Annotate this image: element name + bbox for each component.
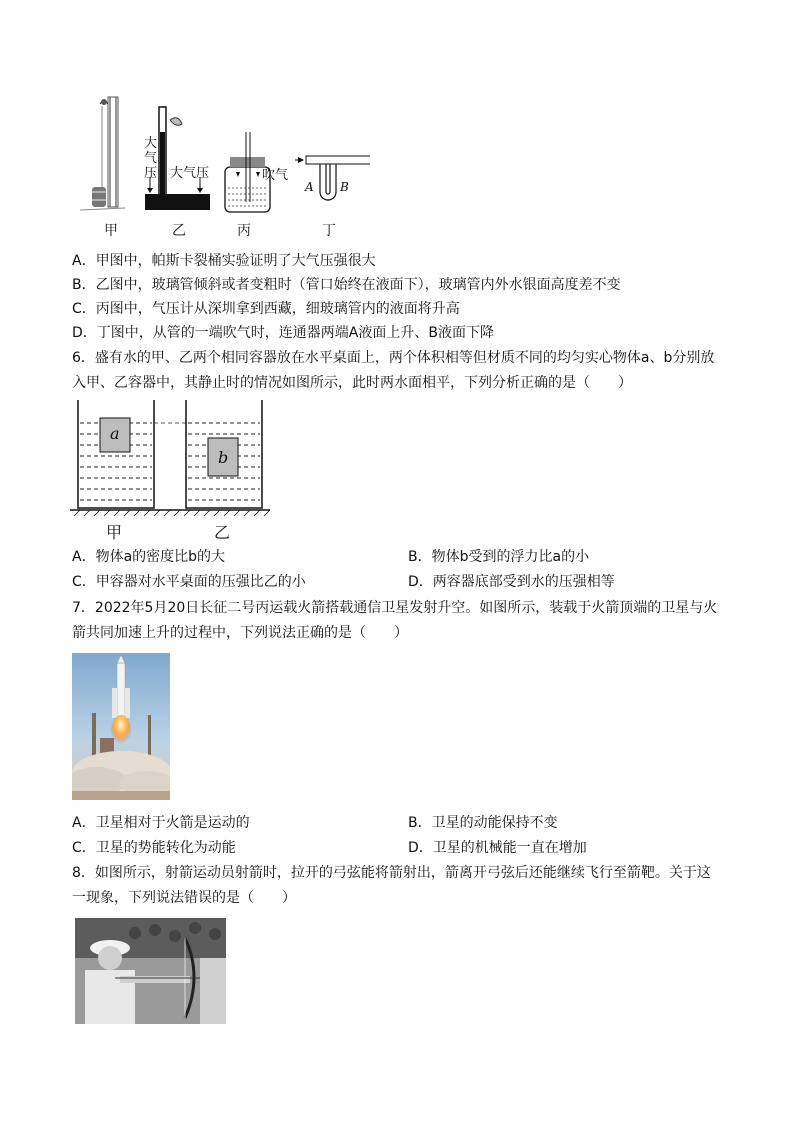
q5-option-b: B．乙图中，玻璃管倾斜或者变粗时（管口始终在液面下），玻璃管内外水银面高度差不变 xyxy=(72,277,621,293)
q6-option-d: D．两容器底部受到水的压强相等 xyxy=(408,574,615,590)
q6-object-b-label: b xyxy=(218,448,229,467)
q6-figure xyxy=(70,398,270,516)
q7-option-a: A．卫星相对于火箭是运动的 xyxy=(72,815,250,831)
q6-caption-yi: 乙 xyxy=(214,523,231,542)
q5-caption-ding: 丁 xyxy=(322,223,336,239)
q5-label-daqi-2: 气 xyxy=(144,151,158,166)
q5-label-daqiya: 大气压 xyxy=(170,166,210,181)
q5-label-daqi-3: 压 xyxy=(144,166,158,181)
q5-label-chuiqi: 吹气 xyxy=(262,168,289,183)
q5-caption-bing: 丙 xyxy=(237,223,251,239)
q6-stem-line1: 6．盛有水的甲、乙两个相同容器放在水平桌面上，两个体积相等但材质不同的均匀实心物体a、b分别放 xyxy=(72,350,715,366)
q7-option-b: B．卫星的动能保持不变 xyxy=(408,815,558,831)
q6-option-a: A．物体a的密度比b的大 xyxy=(72,549,226,565)
q8-archer-photo xyxy=(75,918,226,1024)
q6-stem-line2: 入甲、乙容器中，其静止时的情况如图所示，此时两水面相平，下列分析正确的是（ ） xyxy=(72,375,632,391)
q7-rocket-photo xyxy=(72,653,170,800)
q5-figure xyxy=(70,92,370,240)
q7-option-c: C．卫星的势能转化为动能 xyxy=(72,840,236,856)
q5-option-a: A．甲图中，帕斯卡裂桶实验证明了大气压强很大 xyxy=(72,253,376,269)
q7-stem-line1: 7．2022年5月20日长征二号丙运载火箭搭载通信卫星发射升空。如图所示，装载于火箭顶端的卫星与火 xyxy=(72,600,718,616)
q5-caption-yi: 乙 xyxy=(172,223,186,239)
q6-option-c: C．甲容器对水平桌面的压强比乙的小 xyxy=(72,574,306,590)
q6-option-b: B．物体b受到的浮力比a的小 xyxy=(408,549,590,565)
q7-stem-line2: 箭共同加速上升的过程中，下列说法正确的是（ ） xyxy=(72,625,408,641)
q5-option-c: C．丙图中，气压计从深圳拿到西藏，细玻璃管内的液面将升高 xyxy=(72,301,460,317)
q8-stem-line1: 8．如图所示，射箭运动员射箭时，拉开的弓弦能将箭射出，箭离开弓弦后还能继续飞行至箭靶。关于这 xyxy=(72,865,711,881)
q6-object-a-label: a xyxy=(110,424,120,443)
q7-option-d: D．卫星的机械能一直在增加 xyxy=(408,840,587,856)
q5-option-d: D．丁图中，从管的一端吹气时，连通器两端A液面上升、B液面下降 xyxy=(72,325,494,341)
q5-jia-barrel-drawing xyxy=(80,97,125,210)
q5-label-A: A xyxy=(305,180,314,194)
q8-stem-line2: 一现象，下列说法错误的是（ ） xyxy=(72,890,296,906)
q6-caption-jia: 甲 xyxy=(106,523,123,542)
q5-label-daqi-1: 大 xyxy=(144,136,158,151)
q5-label-B: B xyxy=(340,180,349,194)
q5-caption-jia: 甲 xyxy=(104,223,118,239)
